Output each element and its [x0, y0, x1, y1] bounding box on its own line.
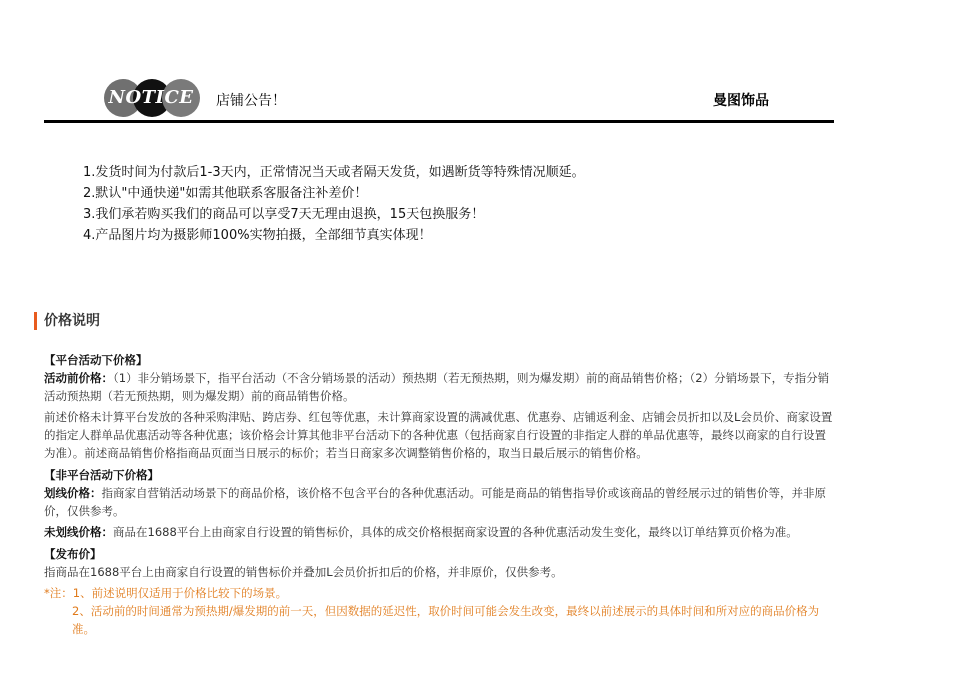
publish-price-heading: 【发布价】 — [44, 547, 102, 561]
price-note-2: 2、活动前的时间通常为预热期/爆发期的前一天，但因数据的延迟性，取价时间可能会发生改变，最终以前述展示的具体时间和所对应的商品价格为准。 — [72, 604, 820, 636]
publish-price-text: 指商品在1688平台上由商家自行设置的销售标价并叠加L会员价折扣后的价格，并非原价，仅供参考。 — [44, 565, 563, 579]
no-line-price-text: 商品在1688平台上由商家自行设置的销售标价，具体的成交价格根据商家设置的各种优惠活动发生变化，最终以订单结算页价格为准。 — [113, 525, 798, 539]
price-section-title: 价格说明 — [34, 312, 100, 330]
no-line-price-label: 未划线价格： — [44, 525, 113, 539]
platform-price-heading: 【平台活动下价格】 — [44, 353, 148, 367]
notice-item: 3.我们承若购买我们的商品可以享受7天无理由退换，15天包换服务！ — [83, 207, 485, 222]
no-line-price — [44, 523, 834, 541]
notice-item: 2.默认"中通快递"如需其他联系客服备注补差价！ — [83, 186, 368, 201]
line-price — [44, 484, 834, 520]
line-price-label: 划线价格： — [44, 486, 102, 500]
pre-activity-description: 前述价格未计算平台发放的各种采购津贴、跨店券、红包等优惠，未计算商家设置的满减优惠、优惠券、店铺返利金、店铺会员折扣以及L会员价、商家设置的指定人群单品优惠活动等各种优惠；该价格会计算其他非平台活动下的各种优惠（包括商家自行设置的非指定人群的单品优惠等，最终以商家的自行设置为准）。前述商品销售价格指商品页面当日展示的标价；若当日商家多次调整销售价格的，取当日最后展示的销售价格。 — [44, 410, 833, 460]
pre-activity-text: （1）非分销场景下，指平台活动（不含分销场景的活动）预热期（若无预热期，则为爆发期）前的商品销售价格；（2）分销场景下，专指分销活动预热期（若无预热期，则为爆发期）前的商品销售价格。 — [44, 371, 830, 403]
pre-activity-price — [44, 369, 834, 405]
notice-header — [44, 78, 834, 123]
price-note-1: *注：1、前述说明仅适用于价格比较下的场景。 — [44, 586, 288, 600]
notice-item: 1.发货时间为付款后1-3天内，正常情况当天或者隔天发货，如遇断货等特殊情况顺延。 — [83, 165, 585, 180]
notice-list — [83, 162, 585, 246]
notice-logo-text: NOTICE — [108, 87, 194, 108]
price-description — [44, 347, 834, 638]
line-price-text: 指商家自营销活动场景下的商品价格，该价格不包含平台的各种优惠活动。可能是商品的销售指导价或该商品的曾经展示过的销售价等，并非原价，仅供参考。 — [44, 486, 826, 518]
shop-name: 曼图饰品 — [713, 93, 769, 109]
notice-item: 4.产品图片均为摄影师100%实物拍摄，全部细节真实体现！ — [83, 228, 432, 243]
non-platform-price-heading: 【非平台活动下价格】 — [44, 468, 159, 482]
shop-announcement-label: 店铺公告！ — [216, 93, 286, 109]
pre-activity-label: 活动前价格： — [44, 371, 113, 385]
